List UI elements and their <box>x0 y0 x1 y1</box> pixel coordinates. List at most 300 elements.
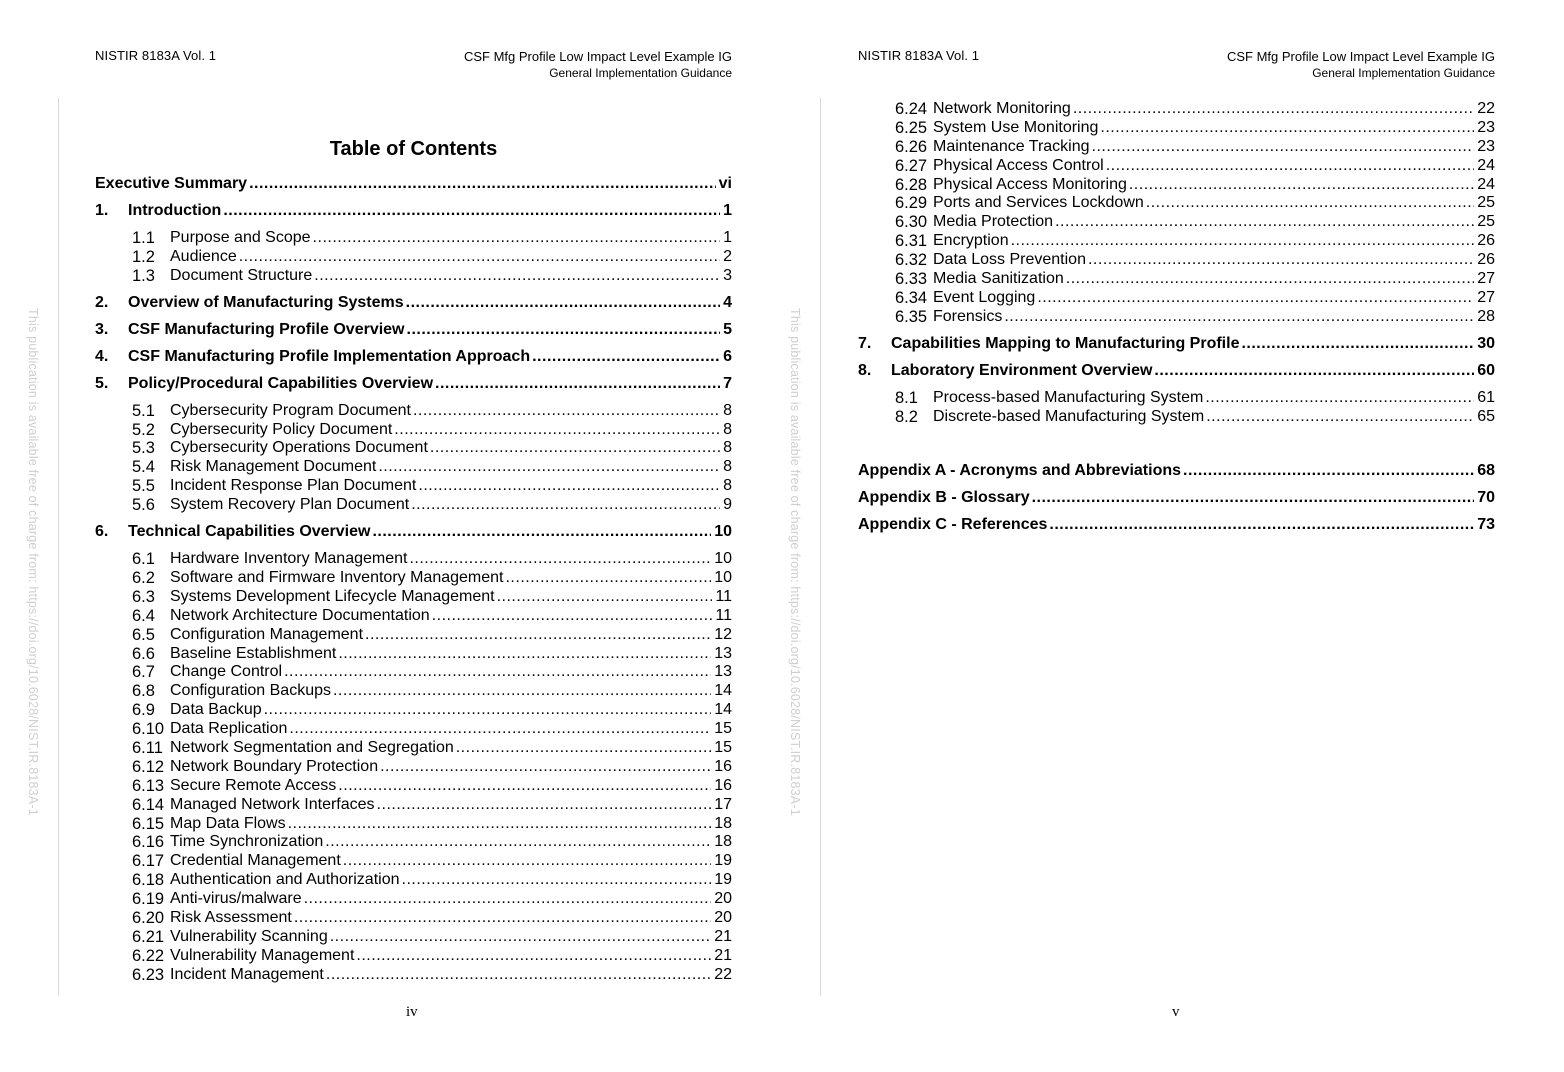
toc-entry-number: 3. <box>95 320 109 338</box>
toc-entry-page: 25 <box>1477 194 1495 212</box>
toc-entry-page: 23 <box>1477 137 1495 155</box>
toc-entry-number: 7. <box>858 334 872 352</box>
toc-entry-title: Configuration Backups <box>170 682 331 700</box>
dot-leader <box>264 701 712 720</box>
toc-entry[interactable] <box>95 682 732 701</box>
toc-entry[interactable] <box>858 251 1495 270</box>
toc-entry-page: 14 <box>714 701 732 719</box>
dot-leader <box>532 348 720 367</box>
dot-leader <box>338 777 711 796</box>
toc-entry-title: Vulnerability Management <box>170 946 355 964</box>
toc-entry[interactable] <box>95 321 732 340</box>
dot-leader <box>1206 408 1474 427</box>
page-number: v <box>1172 1004 1180 1020</box>
dot-leader <box>1011 232 1475 251</box>
toc-entry-title: Laboratory Environment Overview <box>891 361 1153 379</box>
toc-entry-page: 22 <box>714 965 732 983</box>
dot-leader <box>1032 489 1475 508</box>
toc-entry[interactable] <box>95 871 732 890</box>
dot-leader <box>430 439 720 458</box>
toc-entry-page: 11 <box>715 606 732 624</box>
toc-entry-number: 6.21 <box>132 927 165 946</box>
toc-entry[interactable] <box>858 289 1495 308</box>
toc-entry-title: Ports and Services Lockdown <box>933 194 1144 212</box>
toc-entry-page: 27 <box>1477 270 1495 288</box>
toc-entry-title: Policy/Procedural Capabilities Overview <box>128 374 434 392</box>
header-document-id: NISTIR 8183A Vol. 1 <box>95 48 217 63</box>
toc-entry[interactable] <box>95 890 732 909</box>
toc-entry-number: 6.12 <box>132 757 165 776</box>
toc-entry[interactable] <box>95 375 732 394</box>
toc-entry-page: 1 <box>723 201 732 219</box>
dot-leader <box>497 588 713 607</box>
toc-entry-title: Network Boundary Protection <box>170 757 379 775</box>
toc-entry-page: 68 <box>1477 461 1495 479</box>
toc-entry-title: Forensics <box>933 307 1003 325</box>
header-title-line1: CSF Mfg Profile Low Impact Level Example IG <box>1226 49 1495 64</box>
toc-entry-title: Overview of Manufacturing Systems <box>128 293 404 311</box>
toc-entry-number: 1.1 <box>132 228 155 247</box>
toc-entry[interactable] <box>858 308 1495 327</box>
toc-entry[interactable] <box>858 462 1495 481</box>
dot-leader <box>239 248 720 267</box>
toc-entry-page: 5 <box>723 320 732 338</box>
toc-entry[interactable] <box>95 720 732 739</box>
toc-entry-title: Data Replication <box>170 720 288 738</box>
toc-entry-title: Appendix B - Glossary <box>858 488 1030 506</box>
toc-entry-number: 6.1 <box>132 550 155 569</box>
toc-list <box>858 100 1495 534</box>
dot-leader <box>1129 176 1474 195</box>
toc-entry[interactable] <box>858 100 1495 119</box>
dot-leader <box>377 796 712 815</box>
toc-entry-title: Event Logging <box>933 288 1036 306</box>
dot-leader <box>223 202 720 221</box>
toc-entry-title: Appendix C - References <box>858 515 1048 533</box>
toc-entry-page: 12 <box>714 625 732 643</box>
toc-entry[interactable] <box>95 458 732 477</box>
dot-leader <box>505 569 711 588</box>
toc-entry-number: 5.6 <box>132 496 155 515</box>
dot-leader <box>372 523 711 542</box>
toc-entry-number: 6.2 <box>132 568 155 587</box>
toc-entry-title: Time Synchronization <box>170 833 324 851</box>
dot-leader <box>294 909 711 928</box>
toc-entry-number: 6.23 <box>132 965 165 984</box>
toc-entry[interactable] <box>95 815 732 834</box>
toc-entry[interactable] <box>95 909 732 928</box>
toc-entry[interactable] <box>858 194 1495 213</box>
toc-entry-title: Encryption <box>933 232 1009 250</box>
toc-entry-title: Systems Development Lifecycle Management <box>170 587 495 605</box>
dot-leader <box>411 496 720 515</box>
dot-leader <box>1004 308 1474 327</box>
toc-entry-number: 4. <box>95 347 109 365</box>
toc-entry-title: Purpose and Scope <box>170 228 311 246</box>
toc-entry-title: Document Structure <box>170 266 313 284</box>
margin-rule <box>58 98 59 996</box>
toc-entry-title: CSF Manufacturing Profile Overview <box>128 320 405 338</box>
toc-entry-page: 7 <box>723 374 732 392</box>
header-document-title <box>464 48 732 82</box>
toc-entry[interactable] <box>95 758 732 777</box>
dot-leader <box>304 890 712 909</box>
toc-entry-page: 28 <box>1477 307 1495 325</box>
toc-entry-title: Cybersecurity Program Document <box>170 401 411 419</box>
toc-entry-page: 10 <box>714 523 732 541</box>
toc-entry-page: 27 <box>1477 288 1495 306</box>
toc-entry-page: 3 <box>723 266 732 284</box>
dot-leader <box>1146 194 1474 213</box>
toc-entry-number: 6.15 <box>132 814 165 833</box>
toc-entry[interactable] <box>95 777 732 796</box>
dot-leader <box>407 321 721 340</box>
toc-entry-number: 6.3 <box>132 587 155 606</box>
toc-entry-page: 13 <box>714 663 732 681</box>
toc-entry-title: Change Control <box>170 663 283 681</box>
toc-entry-page: 17 <box>714 795 732 813</box>
toc-entry-page: 8 <box>723 401 732 419</box>
dot-leader <box>284 663 711 682</box>
toc-entry[interactable] <box>858 389 1495 408</box>
toc-entry-page: vi <box>718 175 732 192</box>
toc-entry-title: Hardware Inventory Management <box>170 550 408 568</box>
dot-leader <box>402 871 712 890</box>
toc-entry-page: 18 <box>714 833 732 851</box>
toc-entry-title: Process-based Manufacturing System <box>933 388 1204 406</box>
toc-entry[interactable] <box>95 477 732 496</box>
toc-entry-number: 5.2 <box>132 420 155 439</box>
dot-leader <box>343 852 711 871</box>
header-title-line1: CSF Mfg Profile Low Impact Level Example IG <box>463 49 732 64</box>
dot-leader <box>326 966 711 985</box>
toc-entry-number: 6.35 <box>895 307 928 326</box>
toc-entry[interactable] <box>858 489 1495 508</box>
toc-entry-number: 5. <box>95 374 109 392</box>
margin-rule <box>820 98 821 996</box>
toc-entry-number: 5.4 <box>132 458 155 477</box>
dot-leader <box>1183 462 1474 481</box>
dot-leader <box>365 626 711 645</box>
toc-entry-number: 6.19 <box>132 890 165 909</box>
right-page <box>782 0 1564 1072</box>
dot-leader <box>313 229 721 248</box>
dot-leader <box>1154 362 1474 381</box>
toc-entry-page: 20 <box>714 909 732 927</box>
toc-entry[interactable] <box>858 408 1495 427</box>
dot-leader <box>1055 213 1474 232</box>
dot-leader <box>1241 335 1474 354</box>
toc-entry-page: 30 <box>1477 334 1495 352</box>
toc-entry-number: 6.31 <box>895 232 928 251</box>
toc-entry[interactable] <box>95 402 732 421</box>
toc-entry-page: 22 <box>1477 100 1495 117</box>
dot-leader <box>378 458 720 477</box>
toc-entry[interactable] <box>95 248 732 267</box>
toc-entry-page: 1 <box>723 228 732 246</box>
dot-leader <box>1088 251 1474 270</box>
toc-entry-number: 5.5 <box>132 477 155 496</box>
toc-entry[interactable] <box>95 202 732 221</box>
availability-watermark: This publication is available free of charge from: https://doi.org/10.6028/NIST.IR.8183A-1 <box>26 308 40 816</box>
toc-entry-title: Cybersecurity Operations Document <box>170 439 428 457</box>
toc-entry-number: 6.13 <box>132 776 165 795</box>
toc-entry-number: 8.2 <box>895 407 918 426</box>
toc-entry-title: Incident Response Plan Document <box>170 477 417 495</box>
header-title-line2: General Implementation Guidance <box>1312 66 1495 80</box>
toc-entry-page: 6 <box>723 347 732 365</box>
toc-entry-page: 10 <box>714 550 732 568</box>
toc-entry-page: 24 <box>1477 175 1495 193</box>
toc-entry[interactable] <box>95 852 732 871</box>
toc-entry-title: Discrete-based Manufacturing System <box>933 407 1205 425</box>
toc-entry[interactable] <box>858 270 1495 289</box>
dot-leader <box>1049 516 1474 535</box>
dot-leader <box>325 833 711 852</box>
toc-entry[interactable] <box>858 213 1495 232</box>
toc-entry-number: 6.20 <box>132 909 165 928</box>
toc-entry-number: 6.16 <box>132 833 165 852</box>
toc-entry-title: Map Data Flows <box>170 814 286 832</box>
dot-leader <box>1205 389 1474 408</box>
toc-entry-number: 8.1 <box>895 388 918 407</box>
toc-entry[interactable] <box>858 138 1495 157</box>
toc-entry-number: 6.11 <box>132 739 163 757</box>
dot-leader <box>330 928 711 947</box>
toc-entry-page: 19 <box>714 871 732 889</box>
toc-entry-number: 6.22 <box>132 946 165 965</box>
toc-entry-title: Managed Network Interfaces <box>170 795 375 813</box>
toc-entry-title: Authentication and Authorization <box>170 871 400 889</box>
toc-entry-title: Audience <box>170 247 237 265</box>
toc-entry-number: 6.6 <box>132 644 155 663</box>
toc-entry-page: 26 <box>1477 232 1495 250</box>
toc-entry-page: 14 <box>714 682 732 700</box>
toc-entry-number: 6.27 <box>895 156 928 175</box>
dot-leader <box>1100 119 1474 138</box>
dot-leader <box>249 175 716 194</box>
toc-entry-title: Media Sanitization <box>933 270 1064 288</box>
toc-entry-page: 61 <box>1477 388 1495 406</box>
toc-entry-number: 6.28 <box>895 175 928 194</box>
toc-entry-number: 6.34 <box>895 288 928 307</box>
dot-leader <box>1066 270 1474 289</box>
toc-entry-page: 4 <box>723 293 732 311</box>
toc-entry[interactable] <box>95 175 732 194</box>
dot-leader <box>338 645 711 664</box>
toc-entry-page: 8 <box>723 477 732 495</box>
toc-entry-number: 5.1 <box>132 401 155 420</box>
toc-entry-number: 6.14 <box>132 795 165 814</box>
dot-leader <box>1106 157 1474 176</box>
toc-entry-number: 5.3 <box>132 439 155 458</box>
toc-entry[interactable] <box>95 739 732 758</box>
toc-entry-title: Capabilities Mapping to Manufacturing Profile <box>891 334 1240 352</box>
toc-entry-title: Baseline Establishment <box>170 644 337 662</box>
dot-leader <box>356 947 711 966</box>
toc-entry-page: 23 <box>1477 118 1495 136</box>
toc-entry-page: 21 <box>714 946 732 964</box>
toc-entry[interactable] <box>95 439 732 458</box>
dot-leader <box>456 739 711 758</box>
toc-entry-title: Appendix A - Acronyms and Abbreviations <box>858 461 1182 479</box>
toc-entry-title: Secure Remote Access <box>170 776 337 794</box>
toc-entry-number: 6. <box>95 523 109 541</box>
toc-entry[interactable] <box>95 796 732 815</box>
toc-entry-number: 6.9 <box>132 701 155 720</box>
toc-entry-number: 6.18 <box>132 871 165 890</box>
dot-leader <box>314 267 720 286</box>
toc-entry-title: Software and Firmware Inventory Management <box>170 568 504 586</box>
dot-leader <box>406 294 720 313</box>
toc-entry[interactable] <box>858 335 1495 354</box>
dot-leader <box>413 402 720 421</box>
toc-entry[interactable] <box>95 348 732 367</box>
dot-leader <box>432 607 713 626</box>
toc-entry-title: Maintenance Tracking <box>933 137 1090 155</box>
toc-entry-number: 6.8 <box>132 682 155 701</box>
toc-entry-title: Risk Assessment <box>170 909 292 927</box>
toc-entry-number: 6.29 <box>895 194 928 213</box>
toc-entry[interactable] <box>95 496 732 515</box>
dot-leader <box>409 550 711 569</box>
toc-entry-page: 70 <box>1477 488 1495 506</box>
dot-leader <box>1073 100 1474 119</box>
toc-entry-title: Configuration Management <box>170 625 364 643</box>
toc-entry-title: Data Loss Prevention <box>933 251 1086 269</box>
dot-leader <box>1037 289 1474 308</box>
toc-entry-page: 25 <box>1477 213 1495 231</box>
toc-entry-page: 8 <box>723 458 732 476</box>
toc-entry[interactable] <box>858 362 1495 381</box>
dot-leader <box>380 758 711 777</box>
toc-entry-page: 8 <box>723 439 732 457</box>
toc-entry-page: 15 <box>714 739 732 756</box>
toc-entry-number: 6.33 <box>895 270 928 289</box>
toc-entry[interactable] <box>95 645 732 664</box>
availability-watermark: This publication is available free of charge from: https://doi.org/10.6028/NIST.IR.8183A-1 <box>788 308 802 816</box>
toc-entry-page: 18 <box>714 814 732 832</box>
header-document-id: NISTIR 8183A Vol. 1 <box>858 48 980 63</box>
toc-entry[interactable] <box>95 626 732 645</box>
toc-entry-title: System Recovery Plan Document <box>170 496 410 514</box>
toc-entry-number: 8. <box>858 361 872 379</box>
toc-entry[interactable] <box>858 157 1495 176</box>
toc-entry-page: 65 <box>1477 407 1495 425</box>
toc-entry-number: 6.32 <box>895 251 928 270</box>
toc-entry-number: 1.3 <box>132 266 155 285</box>
toc-entry-number: 6.26 <box>895 137 928 156</box>
toc-entry-page: 24 <box>1477 156 1495 174</box>
toc-entry[interactable] <box>95 523 732 542</box>
toc-entry[interactable] <box>95 833 732 852</box>
toc-entry-number: 6.17 <box>132 852 165 871</box>
toc-entry-title: Network Architecture Documentation <box>170 606 430 624</box>
toc-entry[interactable] <box>95 550 732 569</box>
toc-entry-page: 13 <box>714 644 732 662</box>
toc-entry[interactable] <box>858 516 1495 535</box>
toc-entry-page: 16 <box>714 776 732 794</box>
toc-entry[interactable] <box>858 176 1495 195</box>
toc-entry-title: Vulnerability Scanning <box>170 927 328 945</box>
toc-entry-title: Incident Management <box>170 965 324 983</box>
toc-entry-title: Network Segmentation and Segregation <box>170 739 454 756</box>
toc-entry-number: 2. <box>95 293 109 311</box>
dot-leader <box>333 682 711 701</box>
dot-leader <box>435 375 720 394</box>
toc-entry-page: 60 <box>1477 361 1495 379</box>
toc-entry[interactable] <box>95 947 732 966</box>
toc-entry[interactable] <box>95 569 732 588</box>
toc-entry[interactable] <box>95 966 732 985</box>
toc-entry-title: Credential Management <box>170 852 341 870</box>
dot-leader <box>394 421 720 440</box>
toc-entry[interactable] <box>95 267 732 286</box>
toc-entry[interactable] <box>95 928 732 947</box>
toc-entry-page: 8 <box>723 420 732 438</box>
toc-entry-number: 6.5 <box>132 625 155 644</box>
toc-entry-title: Technical Capabilities Overview <box>128 523 371 541</box>
toc-entry-title: Risk Management Document <box>170 458 377 476</box>
dot-leader <box>418 477 720 496</box>
toc-entry[interactable] <box>95 421 732 440</box>
toc-entry[interactable] <box>95 663 732 682</box>
header-document-title <box>1227 48 1495 82</box>
toc-entry-title: Executive Summary <box>95 175 248 192</box>
toc-entry-title: Media Protection <box>933 213 1054 231</box>
toc-entry-title: System Use Monitoring <box>933 118 1099 136</box>
toc-entry-page: 73 <box>1477 515 1495 533</box>
toc-entry-number: 6.10 <box>132 720 165 739</box>
toc-entry-page: 21 <box>714 927 732 945</box>
toc-entry-number: 6.30 <box>895 213 928 232</box>
dot-leader <box>289 720 711 739</box>
toc-entry-page: 20 <box>714 890 732 908</box>
toc-entry[interactable] <box>858 119 1495 138</box>
toc-entry-number: 6.25 <box>895 118 928 137</box>
dot-leader <box>1092 138 1475 157</box>
dot-leader <box>288 815 712 834</box>
toc-entry-title: Introduction <box>128 201 222 219</box>
toc-entry-number: 6.4 <box>132 606 155 625</box>
toc-entry[interactable] <box>95 294 732 313</box>
toc-entry-page: 9 <box>723 496 732 514</box>
toc-entry-title: Physical Access Monitoring <box>933 175 1127 193</box>
page-number: iv <box>406 1004 418 1020</box>
toc-entry-number: 1.2 <box>132 247 155 266</box>
toc-entry-page: 2 <box>723 247 732 265</box>
toc-entry-number: 6.24 <box>895 100 928 118</box>
toc-entry[interactable] <box>95 229 732 248</box>
toc-entry[interactable] <box>95 588 732 607</box>
toc-entry-page: 19 <box>714 852 732 870</box>
toc-entry-title: Anti-virus/malware <box>170 890 302 908</box>
toc-entry-title: CSF Manufacturing Profile Implementation Approach <box>128 347 531 365</box>
header-title-line2: General Implementation Guidance <box>549 66 732 80</box>
toc-entry-title: Physical Access Control <box>933 156 1104 174</box>
toc-entry-title: Network Monitoring <box>933 100 1071 117</box>
toc-entry-number: 1. <box>95 201 109 219</box>
toc-entry-title: Data Backup <box>170 701 262 719</box>
toc-entry[interactable] <box>858 232 1495 251</box>
toc-entry[interactable] <box>95 701 732 720</box>
toc-entry[interactable] <box>95 607 732 626</box>
toc-entry-page: 16 <box>714 757 732 775</box>
toc-title: Table of Contents <box>329 138 498 160</box>
toc-list <box>95 175 732 985</box>
toc-entry-number: 6.7 <box>132 663 155 682</box>
toc-entry-page: 10 <box>714 568 732 586</box>
